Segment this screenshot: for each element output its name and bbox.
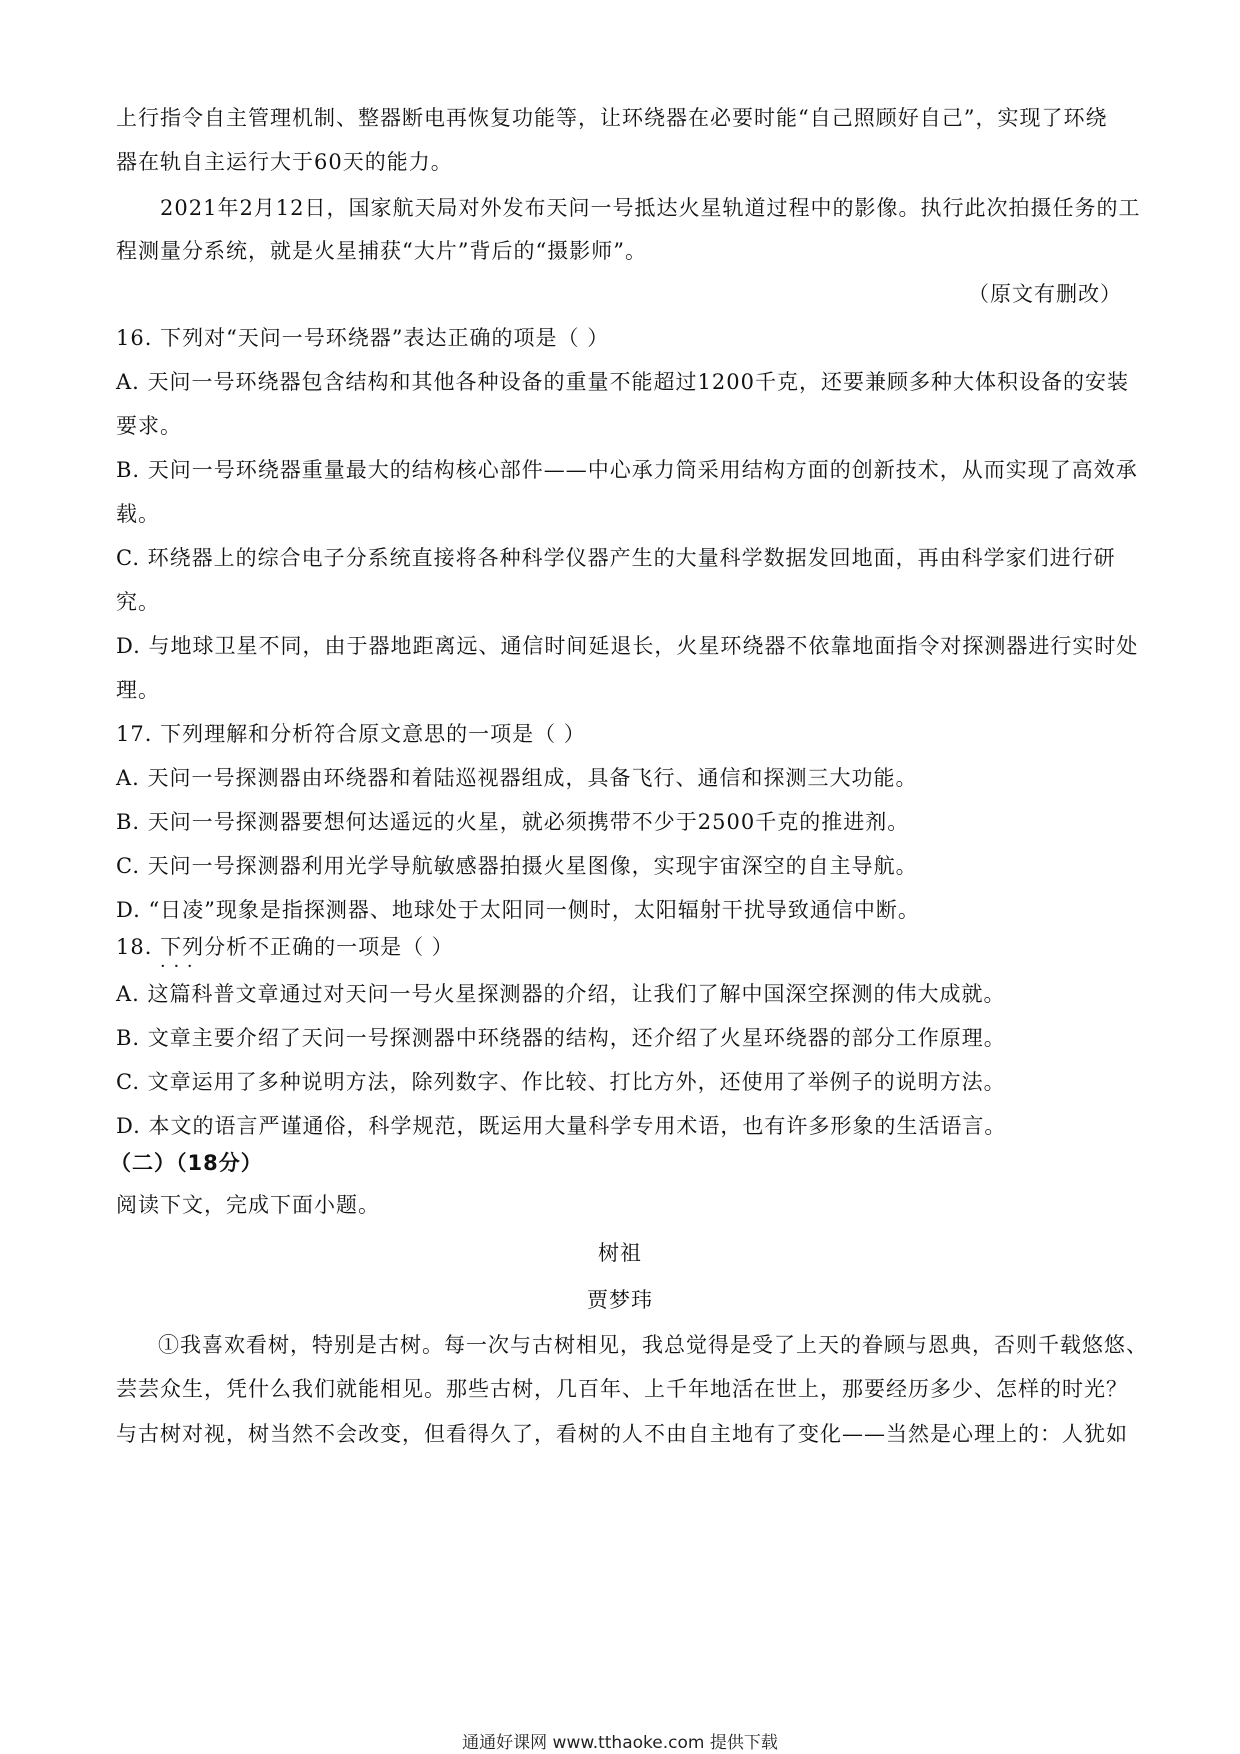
q18-option-b: B. 文章主要介绍了天问一号探测器中环绕器的结构，还介绍了火星环绕器的部分工作原理。 [116,1026,1006,1050]
intro-line-3: 2021年2月12日，国家航天局对外发布天问一号抵达火星轨道过程中的影像。执行此次拍摄任务的工 [160,196,1141,220]
article-paragraph-line: 芸芸众生，凭什么我们就能相见。那些古树，几百年、上千年地活在世上，那要经历多少、怎样的时光？ [116,1377,1128,1401]
article-paragraph-line: 与古树对视，树当然不会改变，但看得久了，看树的人不由自主地有了变化——当然是心理上的：人犹如 [116,1422,1128,1446]
q16-option-b: B. 天问一号环绕器重量最大的结构核心部件——中心承力筒采用结构方面的创新技术，从而实现了高效承 [116,458,1138,482]
q17-stem: 17. 下列理解和分析符合原文意思的一项是（ ） [116,722,586,746]
section-heading: （二）（18分） [110,1151,263,1175]
article-author: 贾梦玮 [587,1288,653,1312]
q16-option-b-cont: 载。 [116,502,160,526]
q18-option-c: C. 文章运用了多种说明方法，除列数字、作比较、打比方外，还使用了举例子的说明方法。 [116,1070,1006,1094]
q16-option-d-cont: 理。 [116,678,160,702]
intro-line-1: 上行指令自主管理机制、整器断电再恢复功能等，让环绕器在必要时能“自己照顾好自己”，实现了环绕 [116,106,1108,130]
q18-option-d: D. 本文的语言严谨通俗，科学规范，既运用大量科学专用术语，也有许多形象的生活语言。 [116,1114,1007,1138]
q18-stem: 18. 下列分析不正确的一项是（ ） · · · [116,932,1240,962]
q17-option-d: D. “日凌”现象是指探测器、地球处于太阳同一侧时，太阳辐射干扰导致通信中断。 [116,898,920,922]
q17-option-a: A. 天问一号探测器由环绕器和着陆巡视器组成，具备飞行、通信和探测三大功能。 [116,766,918,790]
q16-stem: 16. 下列对“天问一号环绕器”表达正确的项是（ ） [116,326,610,350]
q16-option-a-cont: 要求。 [116,414,182,438]
page-footer: 通通好课网 www.tthaoke.com 提供下载 [462,1733,778,1753]
source-note: （原文有删改） [968,282,1122,306]
article-paragraph-line: ①我喜欢看树，特别是古树。每一次与古树相见，我总觉得是受了上天的眷顾与恩典，否则千载悠悠、 [158,1333,1148,1357]
q16-option-c: C. 环绕器上的综合电子分系统直接将各种科学仪器产生的大量科学数据发回地面，再由科学家们进行研 [116,546,1116,570]
q16-option-d: D. 与地球卫星不同，由于器地距离远、通信时间延退长，火星环绕器不依靠地面指令对探测器进行实时处 [116,634,1139,658]
intro-line-2: 器在轨自主运行大于60天的能力。 [116,150,453,174]
article-title: 树祖 [598,1241,642,1265]
q16-option-c-cont: 究。 [116,590,160,614]
q18-option-a: A. 这篇科普文章通过对天问一号火星探测器的介绍，让我们了解中国深空探测的伟大成就。 [116,982,1006,1006]
section-instruction: 阅读下文，完成下面小题。 [116,1193,380,1217]
q17-option-c: C. 天问一号探测器利用光学导航敏感器拍摄火星图像，实现宇宙深空的自主导航。 [116,854,918,878]
q16-option-a: A. 天问一号环绕器包含结构和其他各种设备的重量不能超过1200千克，还要兼顾多种大体积设备的安装 [116,370,1129,394]
intro-line-4: 程测量分系统，就是火星捕获“大片”背后的“摄影师”。 [116,239,647,263]
q17-option-b: B. 天问一号探测器要想何达遥远的火星，就必须携带不少于2500千克的推进剂。 [116,810,910,834]
